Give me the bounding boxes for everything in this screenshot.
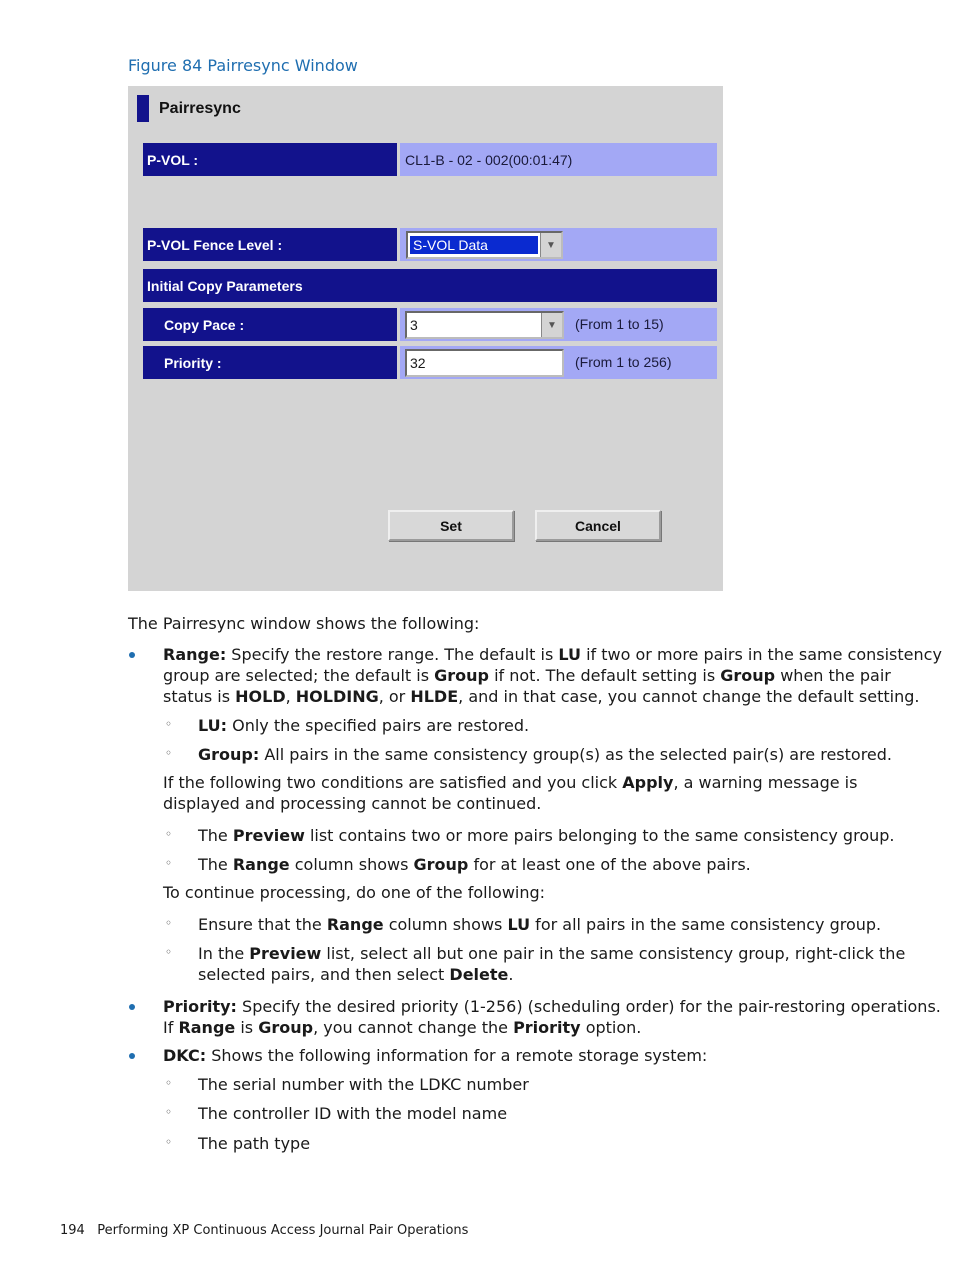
fence-level-selected: S-VOL Data [410,236,538,254]
pvol-label: P-VOL : [143,143,397,176]
sub-bullet-icon: ◦ [165,916,173,930]
priority-input[interactable]: 32 [405,349,564,377]
title-marker [137,95,149,122]
bullet-icon [129,1053,135,1059]
priority-line-1: Priority: Specify the desired priority (1-256) (scheduling order) for the pair-restoring operations. [163,997,941,1016]
condition-item-1: The Preview list contains two or more pairs belonging to the same consistency group. [198,826,895,845]
bullet-icon [129,652,135,658]
pvol-value: CL1-B - 02 - 002(00:01:47) [400,143,717,176]
page-number: 194 [60,1223,85,1238]
lu-item: LU: Only the specified pairs are restored. [198,716,530,735]
fence-level-label: P-VOL Fence Level : [143,228,397,261]
priority-range: (From 1 to 256) [575,354,672,370]
sub-bullet-icon: ◦ [165,856,173,870]
group-item: Group: All pairs in the same consistency group(s) as the selected pair(s) are restored. [198,745,893,764]
condition-item-2: The Range column shows Group for at least one of the above pairs. [198,855,751,874]
sub-bullet-icon: ◦ [165,1076,173,1090]
initial-copy-header: Initial Copy Parameters [143,269,717,302]
range-line-1: Range: Specify the restore range. The default is LU if two or more pairs in the same consistency [163,645,942,664]
dkc-item-3: The path type [198,1134,311,1153]
fence-level-select[interactable] [406,231,563,259]
condition-line-2: displayed and processing cannot be continued. [163,794,542,813]
range-line-2: group are selected; the default is Group if not. The default setting is Group when the pair [163,666,891,685]
sub-bullet-icon: ◦ [165,717,173,731]
priority-line-2: If Range is Group, you cannot change the Priority option. [163,1018,642,1037]
pairresync-window [128,86,723,591]
chevron-down-icon[interactable]: ▼ [540,233,561,257]
continue-text: To continue processing, do one of the following: [163,883,546,902]
copy-pace-selected: 3 [410,317,418,333]
copy-pace-range: (From 1 to 15) [575,316,664,332]
continue-item-2-line-2: selected pairs, and then select Delete. [198,965,514,984]
dkc-line: DKC: Shows the following information for a remote storage system: [163,1046,708,1065]
range-line-3: status is HOLD, HOLDING, or HLDE, and in that case, you cannot change the default setting. [163,687,920,706]
condition-line-1: If the following two conditions are satisfied and you click Apply, a warning message is [163,773,858,792]
sub-bullet-icon: ◦ [165,746,173,760]
continue-item-1: Ensure that the Range column shows LU for all pairs in the same consistency group. [198,915,882,934]
sub-bullet-icon: ◦ [165,827,173,841]
window-title: Pairresync [159,100,241,117]
figure-caption: Figure 84 Pairresync Window [128,56,358,75]
set-button[interactable]: Set [388,510,514,541]
dkc-item-2: The controller ID with the model name [198,1104,508,1123]
priority-label: Priority : [143,346,397,379]
sub-bullet-icon: ◦ [165,1135,173,1149]
footer-section: Performing XP Continuous Access Journal Pair Operations [97,1223,469,1238]
chevron-down-icon[interactable]: ▼ [541,313,562,337]
cancel-button[interactable]: Cancel [535,510,661,541]
copy-pace-label: Copy Pace : [143,308,397,341]
page-footer [60,1223,468,1238]
bullet-icon [129,1004,135,1010]
copy-pace-select[interactable] [405,311,564,339]
continue-item-2-line-1: In the Preview list, select all but one pair in the same consistency group, right-click the [198,944,906,963]
dkc-item-1: The serial number with the LDKC number [198,1075,529,1094]
sub-bullet-icon: ◦ [165,1105,173,1119]
sub-bullet-icon: ◦ [165,945,173,959]
intro-text: The Pairresync window shows the following: [128,614,480,633]
